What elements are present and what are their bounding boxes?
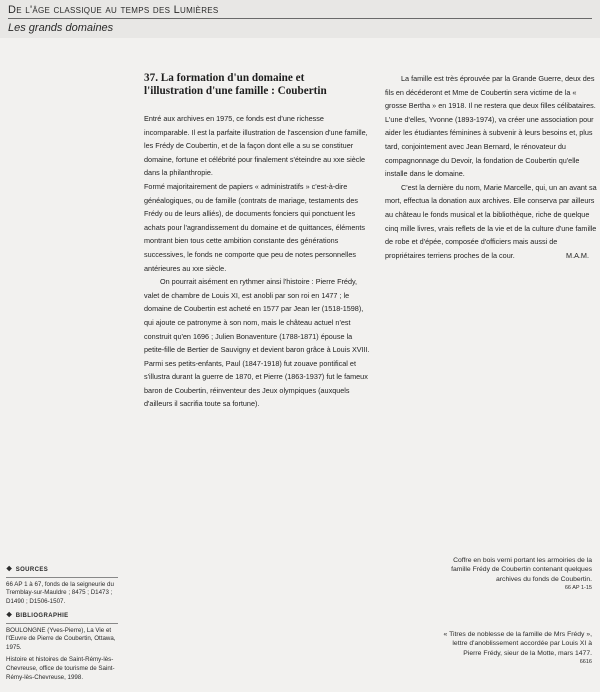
caption-text: « Titres de noblesse de la famille de Mrs Frédy », lettre d'anoblissement accordée par Louis XI à Pierre Frédy, sieur de la Motte, mars 1477.	[443, 631, 592, 657]
header-rule	[8, 18, 592, 19]
caption-text: Coffre en bois verni portant les armoiries de la famille Frédy de Coubertin contenant quelques archives du fonds de Coubertin.	[451, 557, 592, 583]
paragraph: La famille est très éprouvée par la Grande Guerre, deux des fils en décéderont et Mme de Coubertin sera victime de la « grosse Bertha » en 1918. Il ne restera que deux filles célibataires. L'une d'elles, Yvonne (1893-1974), va créer une association pour aider les étudiantes féminines à subvenir à leurs besoins et, plus tard, conjointement avec Jean Bernard, le rénovateur du compagnonnage du Devoir, la fondation de Coubertin qu'elle installe dans le domaine.	[385, 74, 596, 179]
article-left-column	[144, 112, 370, 411]
running-header	[0, 0, 600, 38]
paragraph: Formé majoritairement de papiers « administratifs » c'est-à-dire généalogiques, ou de famille (contrats de mariage, testaments des Frédy ou de leurs alliés), de documents fonciers qui ponctuent les achats pour l'agrandissement du domaine et de quittances, éléments montrant bien tous cette ambition constante des générations successives, le fonds ne comporte que peu de notes personnelles antérieures au xxe siècle.	[144, 181, 366, 273]
caption-reference: 66 AP 1-15	[564, 585, 592, 592]
article-heading	[144, 72, 364, 98]
bibliography-heading: BIBLIOGRAPHIE	[15, 613, 69, 619]
paragraph: C'est la dernière du nom, Marie Marcelle, qui, un an avant sa mort, effectua la donation aux archives. Elle conserva par ailleurs au château le fonds musical et la bibliothèque, riche de quelque cinq mille livres, vrais reflets de la vie et de la culture d'une famille de robe et d'épée, composée d'officiers mais aussi de propriétaires terriens proches de la cour.	[385, 182, 597, 260]
bibliography-box	[6, 612, 118, 686]
heading-line-1: 37. La formation d'un domaine et	[144, 72, 305, 84]
sources-heading: SOURCES	[15, 567, 49, 573]
figure-caption	[442, 556, 592, 592]
bullet-mark-icon: ❖	[6, 612, 13, 619]
author-signature: M.A.M.	[566, 250, 589, 260]
heading-line-2: l'illustration d'une famille : Coubertin	[144, 85, 327, 97]
bibliography-entry: Histoire et histoires de Saint-Rémy-lès-Chevreuse, office de tourisme de Saint-Rémy-lès-Chevreuse, 1998.	[6, 656, 115, 681]
article-right-column	[385, 72, 597, 262]
paragraph: On pourrait aisément en rythmer ainsi l'histoire : Pierre Frédy, valet de chambre de Louis XI, est anobli par son roi en 1477 ; le domaine de Coubertin est acheté en 1577 par Jean Ier (1518-1598), qui ajoute ce patronyme à son nom, mais le château actuel n'est construit qu'en 1696 ; Julien Bonaventure (1788-1871) épouse la petite-fille de Bertier de Sauvigny et devient baron grâce à Louis XVIII. Parmi ses petits-enfants, Paul (1847-1918) fut zouave pontifical et s'illustra durant la guerre de 1870, et Pierre (1863-1937) fut le fameux baron de Coubertin, réinventeur des Jeux olympiques (auxquels d'ailleurs il sacrifia toute sa fortune).	[144, 277, 370, 409]
section-subtitle: Les grands domaines	[8, 22, 114, 34]
divider	[6, 577, 118, 578]
chapter-title: De l'âge classique au temps des Lumières	[8, 4, 219, 16]
divider	[6, 623, 118, 624]
paragraph: Entré aux archives en 1975, ce fonds est d'une richesse incomparable. Il est la parfaite illustration de l'ascension d'une famille, les Frédy de Coubertin, et de la façon dont elle a su se constituer domaine, fortune et célébrité pour finalement s'éteindre au xxe siècle dans la philanthropie.	[144, 114, 368, 178]
bibliography-entry: BOULONGNE (Yves-Pierre), La Vie et l'Œuvre de Pierre de Coubertin, Ottawa, 1975.	[6, 626, 116, 651]
sources-text: 66 AP 1 à 67, fonds de la seigneurie du Tremblay-sur-Mauldre ; 8475 ; D1473 ; D1490 ; D1506-1507.	[6, 580, 114, 605]
figure-caption	[442, 630, 592, 666]
sources-box	[6, 566, 118, 606]
bullet-mark-icon: ❖	[6, 566, 13, 573]
caption-reference: 6616	[579, 659, 592, 666]
